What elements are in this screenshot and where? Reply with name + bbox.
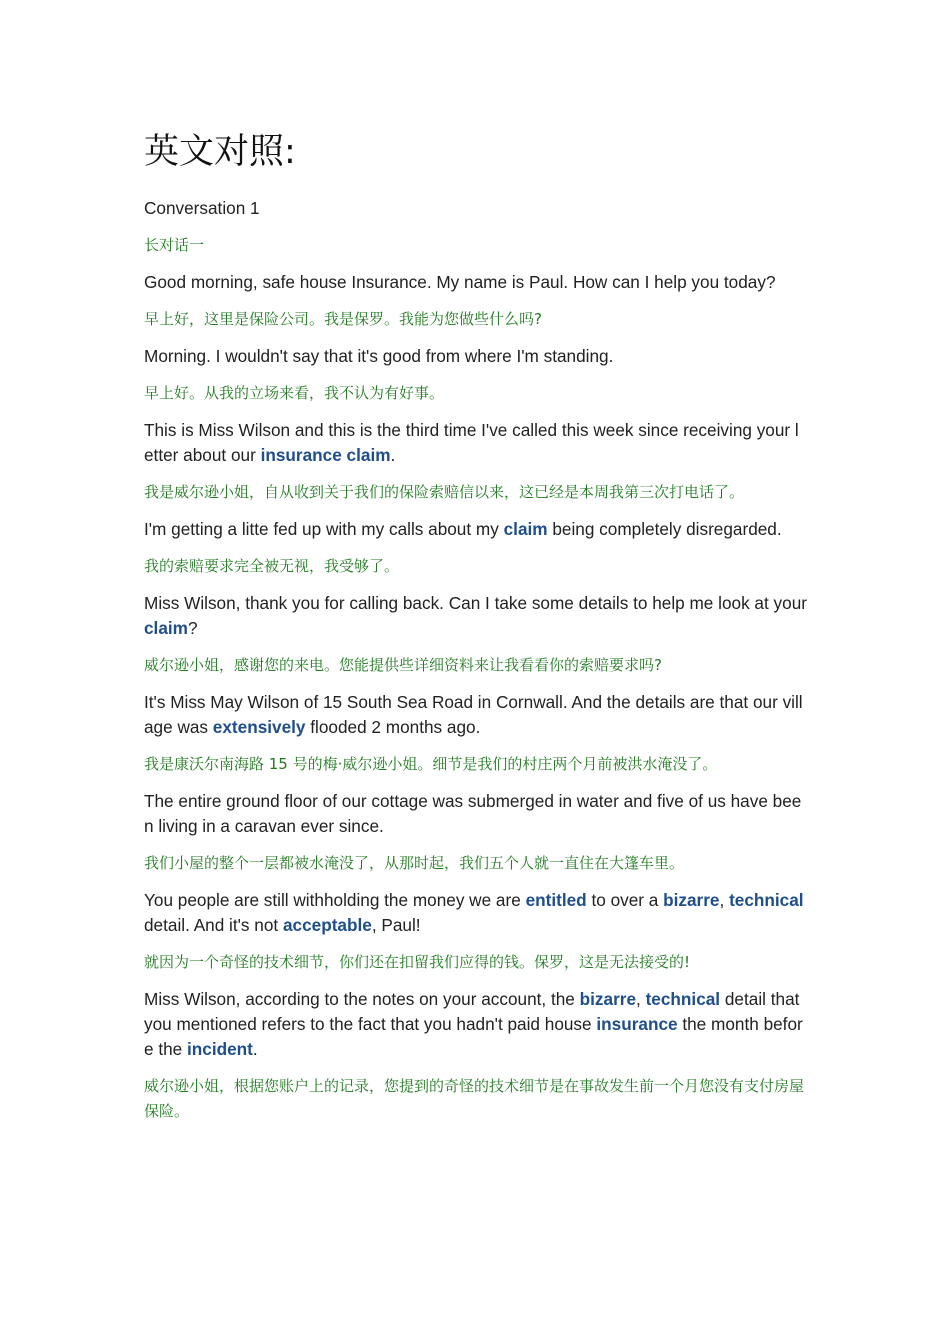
chinese-translation-line [144,554,808,579]
keyword-highlight: insurance claim [260,445,391,465]
text-segment: the month before the [144,1014,803,1059]
text-segment: 早上好。从我的立场来看，我不认为有好事。 [144,384,445,402]
chinese-translation-line [144,653,808,678]
text-segment: 我是威尔逊小姐，自从收到关于我们的保险索赔信以来，这已经是本周我第三次打电话了。 [144,483,745,501]
text-segment: . [390,445,396,465]
text-segment: 长对话一 [144,236,205,254]
chinese-translation-line [144,233,808,258]
english-line [144,789,808,839]
text-segment: being completely disregarded. [547,519,782,539]
text-segment: flooded 2 months ago. [305,717,481,737]
chinese-translation-line [144,381,808,406]
keyword-highlight: bizarre [663,890,720,910]
english-line [144,591,808,641]
text-segment: Morning. I wouldn't say that it's good from where I'm standing. [144,346,614,366]
keyword-highlight: entitled [525,890,587,910]
english-line [144,344,808,369]
english-line [144,987,808,1062]
keyword-highlight: acceptable [282,915,372,935]
keyword-highlight: insurance [596,1014,678,1034]
keyword-highlight: bizarre [579,989,637,1009]
text-segment: , [636,989,646,1009]
text-segment: , [719,890,730,910]
text-segment: 威尔逊小姐，根据您账户上的记录，您提到的奇怪的技术细节是在事故发生前一个月您没有支付房屋保险。 [144,1077,805,1120]
text-segment: 我的索赔要求完全被无视，我受够了。 [144,557,400,575]
text-segment: Conversation 1 [144,198,260,218]
text-segment: detail. And it's not [144,915,283,935]
english-line [144,888,808,938]
keyword-highlight: claim [144,618,188,638]
dialogue-content [144,196,808,1136]
chinese-translation-line [144,1074,808,1124]
english-line [144,418,808,468]
keyword-highlight: extensively [212,717,306,737]
text-segment: . [252,1039,258,1059]
text-segment: detail that you mentioned refers to the fact that you hadn't paid house [144,989,800,1034]
keyword-highlight: technical [729,890,804,910]
chinese-translation-line [144,480,808,505]
chinese-translation-line [144,307,808,332]
english-line [144,517,808,542]
text-segment: This is Miss Wilson and this is the third time I've called this week since receiving your letter about our [144,420,799,465]
text-segment: Miss Wilson, thank you for calling back. Can I take some details to help me look at your [144,593,807,613]
text-segment: I'm getting a litte fed up with my calls about my [144,519,504,539]
english-line [144,196,808,221]
text-segment: ? [187,618,198,638]
text-segment: Good morning, safe house Insurance. My name is Paul. How can I help you today? [144,272,776,292]
text-segment: 就因为一个奇怪的技术细节，你们还在扣留我们应得的钱。保罗，这是无法接受的! [144,953,691,971]
text-segment: The entire ground floor of our cottage was submerged in water and five of us have been living in a caravan ever since. [144,791,802,836]
keyword-highlight: technical [645,989,721,1009]
text-segment: 威尔逊小姐，感谢您的来电。您能提供些详细资料来让我看看你的索赔要求吗? [144,656,662,674]
text-segment: 早上好，这里是保险公司。我是保罗。我能为您做些什么吗? [144,310,542,328]
chinese-translation-line [144,851,808,876]
chinese-translation-line [144,950,808,975]
text-segment: 我是康沃尔南海路 15 号的梅·威尔逊小姐。细节是我们的村庄两个月前被洪水淹没了。 [144,755,718,773]
keyword-highlight: incident [187,1039,253,1059]
chinese-translation-line [144,752,808,777]
text-segment: Miss Wilson, according to the notes on your account, the [144,989,580,1009]
page-title: 英文对照: [144,132,296,172]
text-segment: You people are still withholding the money we are [144,890,526,910]
text-segment: It's Miss May Wilson of 15 South Sea Road in Cornwall. And the details are that our village was [144,692,803,737]
english-line [144,270,808,295]
keyword-highlight: claim [503,519,548,539]
english-line [144,690,808,740]
text-segment: 我们小屋的整个一层都被水淹没了，从那时起，我们五个人就一直住在大篷车里。 [144,854,685,872]
text-segment: to over a [586,890,664,910]
text-segment: , Paul! [371,915,421,935]
